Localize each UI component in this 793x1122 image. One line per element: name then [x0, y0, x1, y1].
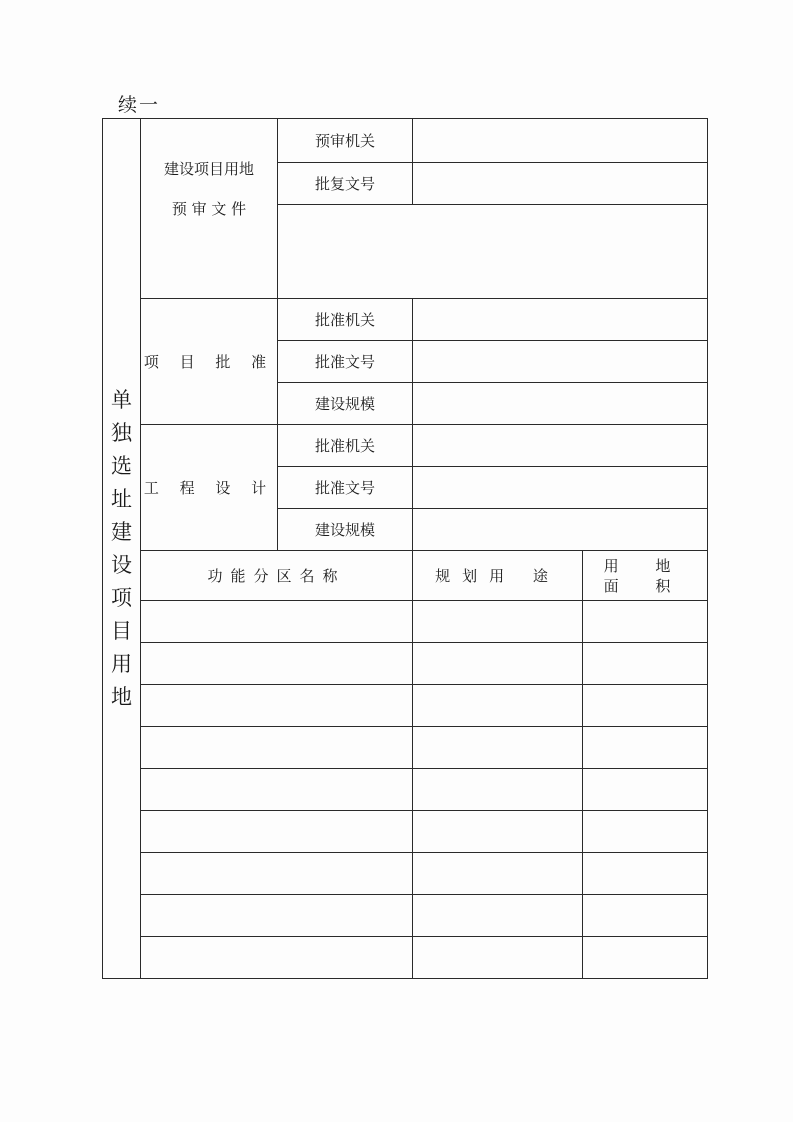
zone-row [103, 895, 708, 937]
zone-name-cell[interactable] [141, 895, 413, 937]
land-area-cell[interactable] [583, 937, 708, 979]
land-area-cell[interactable] [583, 853, 708, 895]
zone-name-cell[interactable] [141, 811, 413, 853]
pre-review-label: 建设项目用地 预 审 文 件 [141, 119, 278, 299]
planned-use-cell[interactable] [413, 937, 583, 979]
zone-name-cell[interactable] [141, 727, 413, 769]
zone-row [103, 685, 708, 727]
planned-use-cell[interactable] [413, 685, 583, 727]
land-area-cell[interactable] [583, 685, 708, 727]
planned-use-header: 规划用 途 [413, 551, 583, 601]
pre-review-agency-label: 预审机关 [278, 119, 413, 163]
engineering-design-scale-label: 建设规模 [278, 509, 413, 551]
project-approval-scale-value[interactable] [413, 383, 708, 425]
land-area-cell[interactable] [583, 643, 708, 685]
zone-row [103, 643, 708, 685]
engineering-design-doc-no-label: 批准文号 [278, 467, 413, 509]
planned-use-cell[interactable] [413, 811, 583, 853]
project-approval-doc-no-value[interactable] [413, 341, 708, 383]
zone-row [103, 853, 708, 895]
project-approval-scale-label: 建设规模 [278, 383, 413, 425]
project-approval-doc-no-label: 批准文号 [278, 341, 413, 383]
project-approval-agency-value[interactable] [413, 299, 708, 341]
planned-use-cell[interactable] [413, 853, 583, 895]
zone-name-cell[interactable] [141, 601, 413, 643]
land-area-cell[interactable] [583, 727, 708, 769]
land-area-header: 用 地 面 积 [583, 551, 708, 601]
planned-use-cell[interactable] [413, 643, 583, 685]
pre-review-approval-no-value[interactable] [413, 163, 708, 205]
engineering-design-scale-value[interactable] [413, 509, 708, 551]
land-area-cell[interactable] [583, 811, 708, 853]
zone-name-cell[interactable] [141, 643, 413, 685]
engineering-design-doc-no-value[interactable] [413, 467, 708, 509]
zone-row [103, 769, 708, 811]
zone-name-cell[interactable] [141, 937, 413, 979]
project-approval-label: 项 目 批 准 [141, 299, 278, 425]
planned-use-cell[interactable] [413, 769, 583, 811]
zone-name-cell[interactable] [141, 685, 413, 727]
land-use-form-table [102, 118, 708, 979]
pre-review-approval-no-label: 批复文号 [278, 163, 413, 205]
engineering-design-label: 工 程 设 计 [141, 425, 278, 551]
zone-name-cell[interactable] [141, 853, 413, 895]
zone-name-header: 功能分区名称 [141, 551, 413, 601]
continuation-mark: 续一 [118, 94, 161, 116]
pre-review-notes-area[interactable] [278, 205, 708, 299]
planned-use-cell[interactable] [413, 895, 583, 937]
pre-review-agency-value[interactable] [413, 119, 708, 163]
zone-row [103, 601, 708, 643]
project-approval-agency-label: 批准机关 [278, 299, 413, 341]
land-area-cell[interactable] [583, 601, 708, 643]
land-area-cell[interactable] [583, 895, 708, 937]
engineering-design-agency-value[interactable] [413, 425, 708, 467]
planned-use-cell[interactable] [413, 727, 583, 769]
land-area-cell[interactable] [583, 769, 708, 811]
zone-name-cell[interactable] [141, 769, 413, 811]
engineering-design-agency-label: 批准机关 [278, 425, 413, 467]
zone-row [103, 811, 708, 853]
side-label: 单 独 选 址 建 设 项 目 用 地 [103, 119, 141, 979]
planned-use-cell[interactable] [413, 601, 583, 643]
zone-row [103, 727, 708, 769]
zone-row [103, 937, 708, 979]
